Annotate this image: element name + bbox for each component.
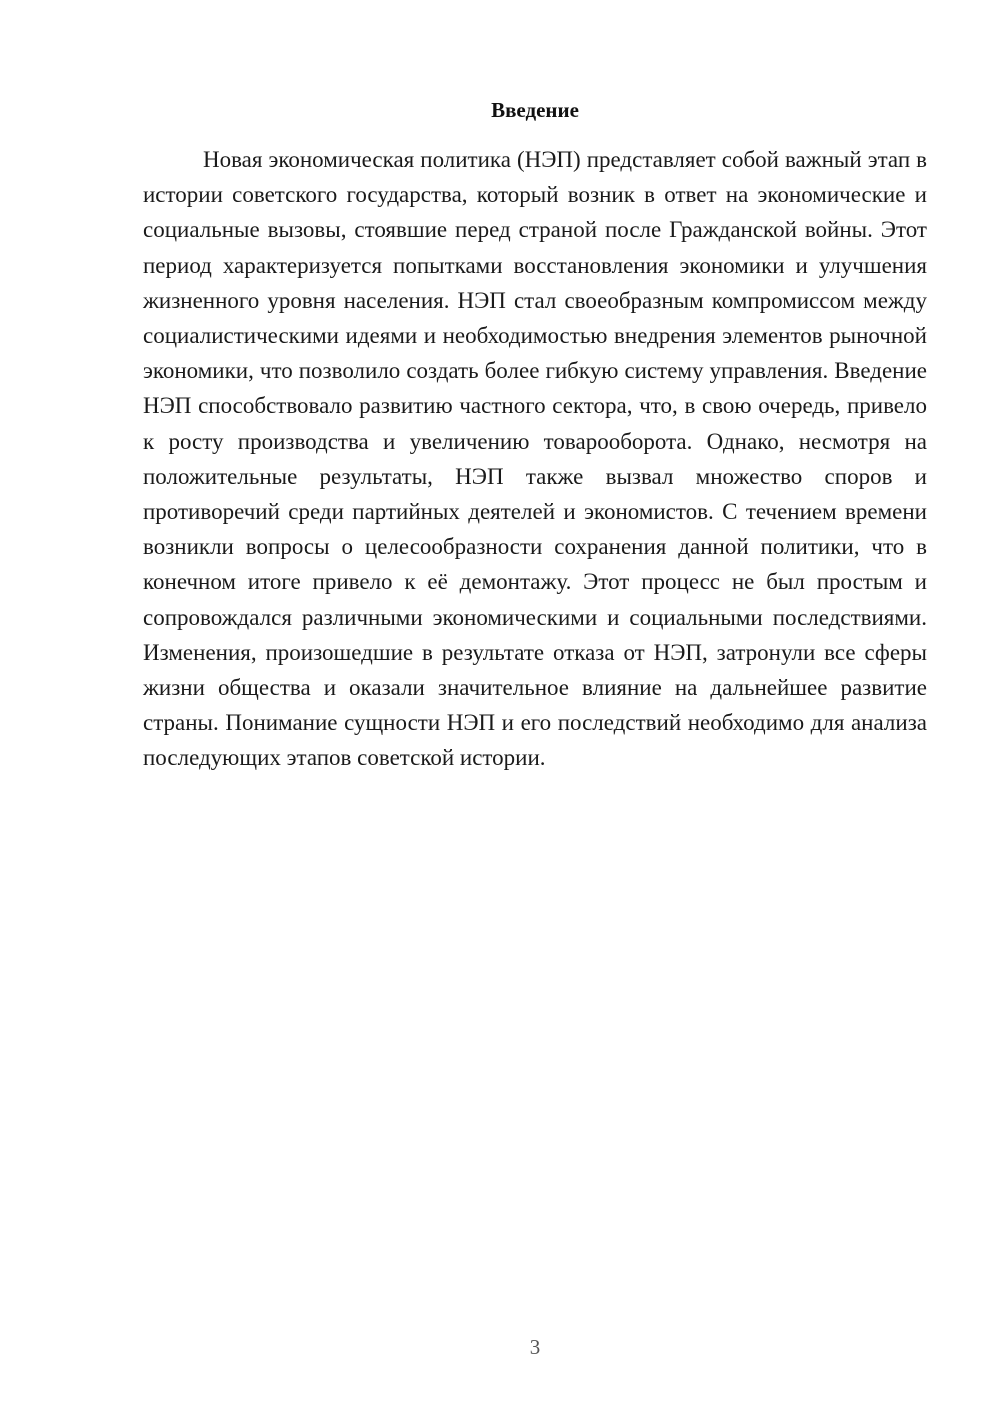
- body-paragraph: Новая экономическая политика (НЭП) представляет собой важный этап в истории советского государства, который возник в ответ на экономические и социальные вызовы, стоявшие перед страной после Гражданской войны. Этот период характеризуется попытками восстановления экономики и улучшения жизненного уровня населения. НЭП стал своеобразным компромиссом между социалистическими идеями и необходимостью внедрения элементов рыночной экономики, что позволило создать более гибкую систему управления. Введение НЭП способствовало развитию частного сектора, что, в свою очередь, привело к росту производства и увеличению товарооборота. Однако, несмотря на положительные результаты, НЭП также вызвал множество споров и противоречий среди партийных деятелей и экономистов. С течением времени возникли вопросы о целесообразности сохранения данной политики, что в конечном итоге привело к её демонтажу. Этот процесс не был простым и сопровождался различными экономическими и социальными последствиями. Изменения, произошедшие в результате отказа от НЭП, затронули все сферы жизни общества и оказали значительное влияние на дальнейшее развитие страны. Понимание сущности НЭП и его последствий необходимо для анализа последующих этапов советской истории.: [143, 147, 927, 771]
- section-heading: Введение: [491, 98, 579, 122]
- page-number: 3: [529, 1335, 541, 1359]
